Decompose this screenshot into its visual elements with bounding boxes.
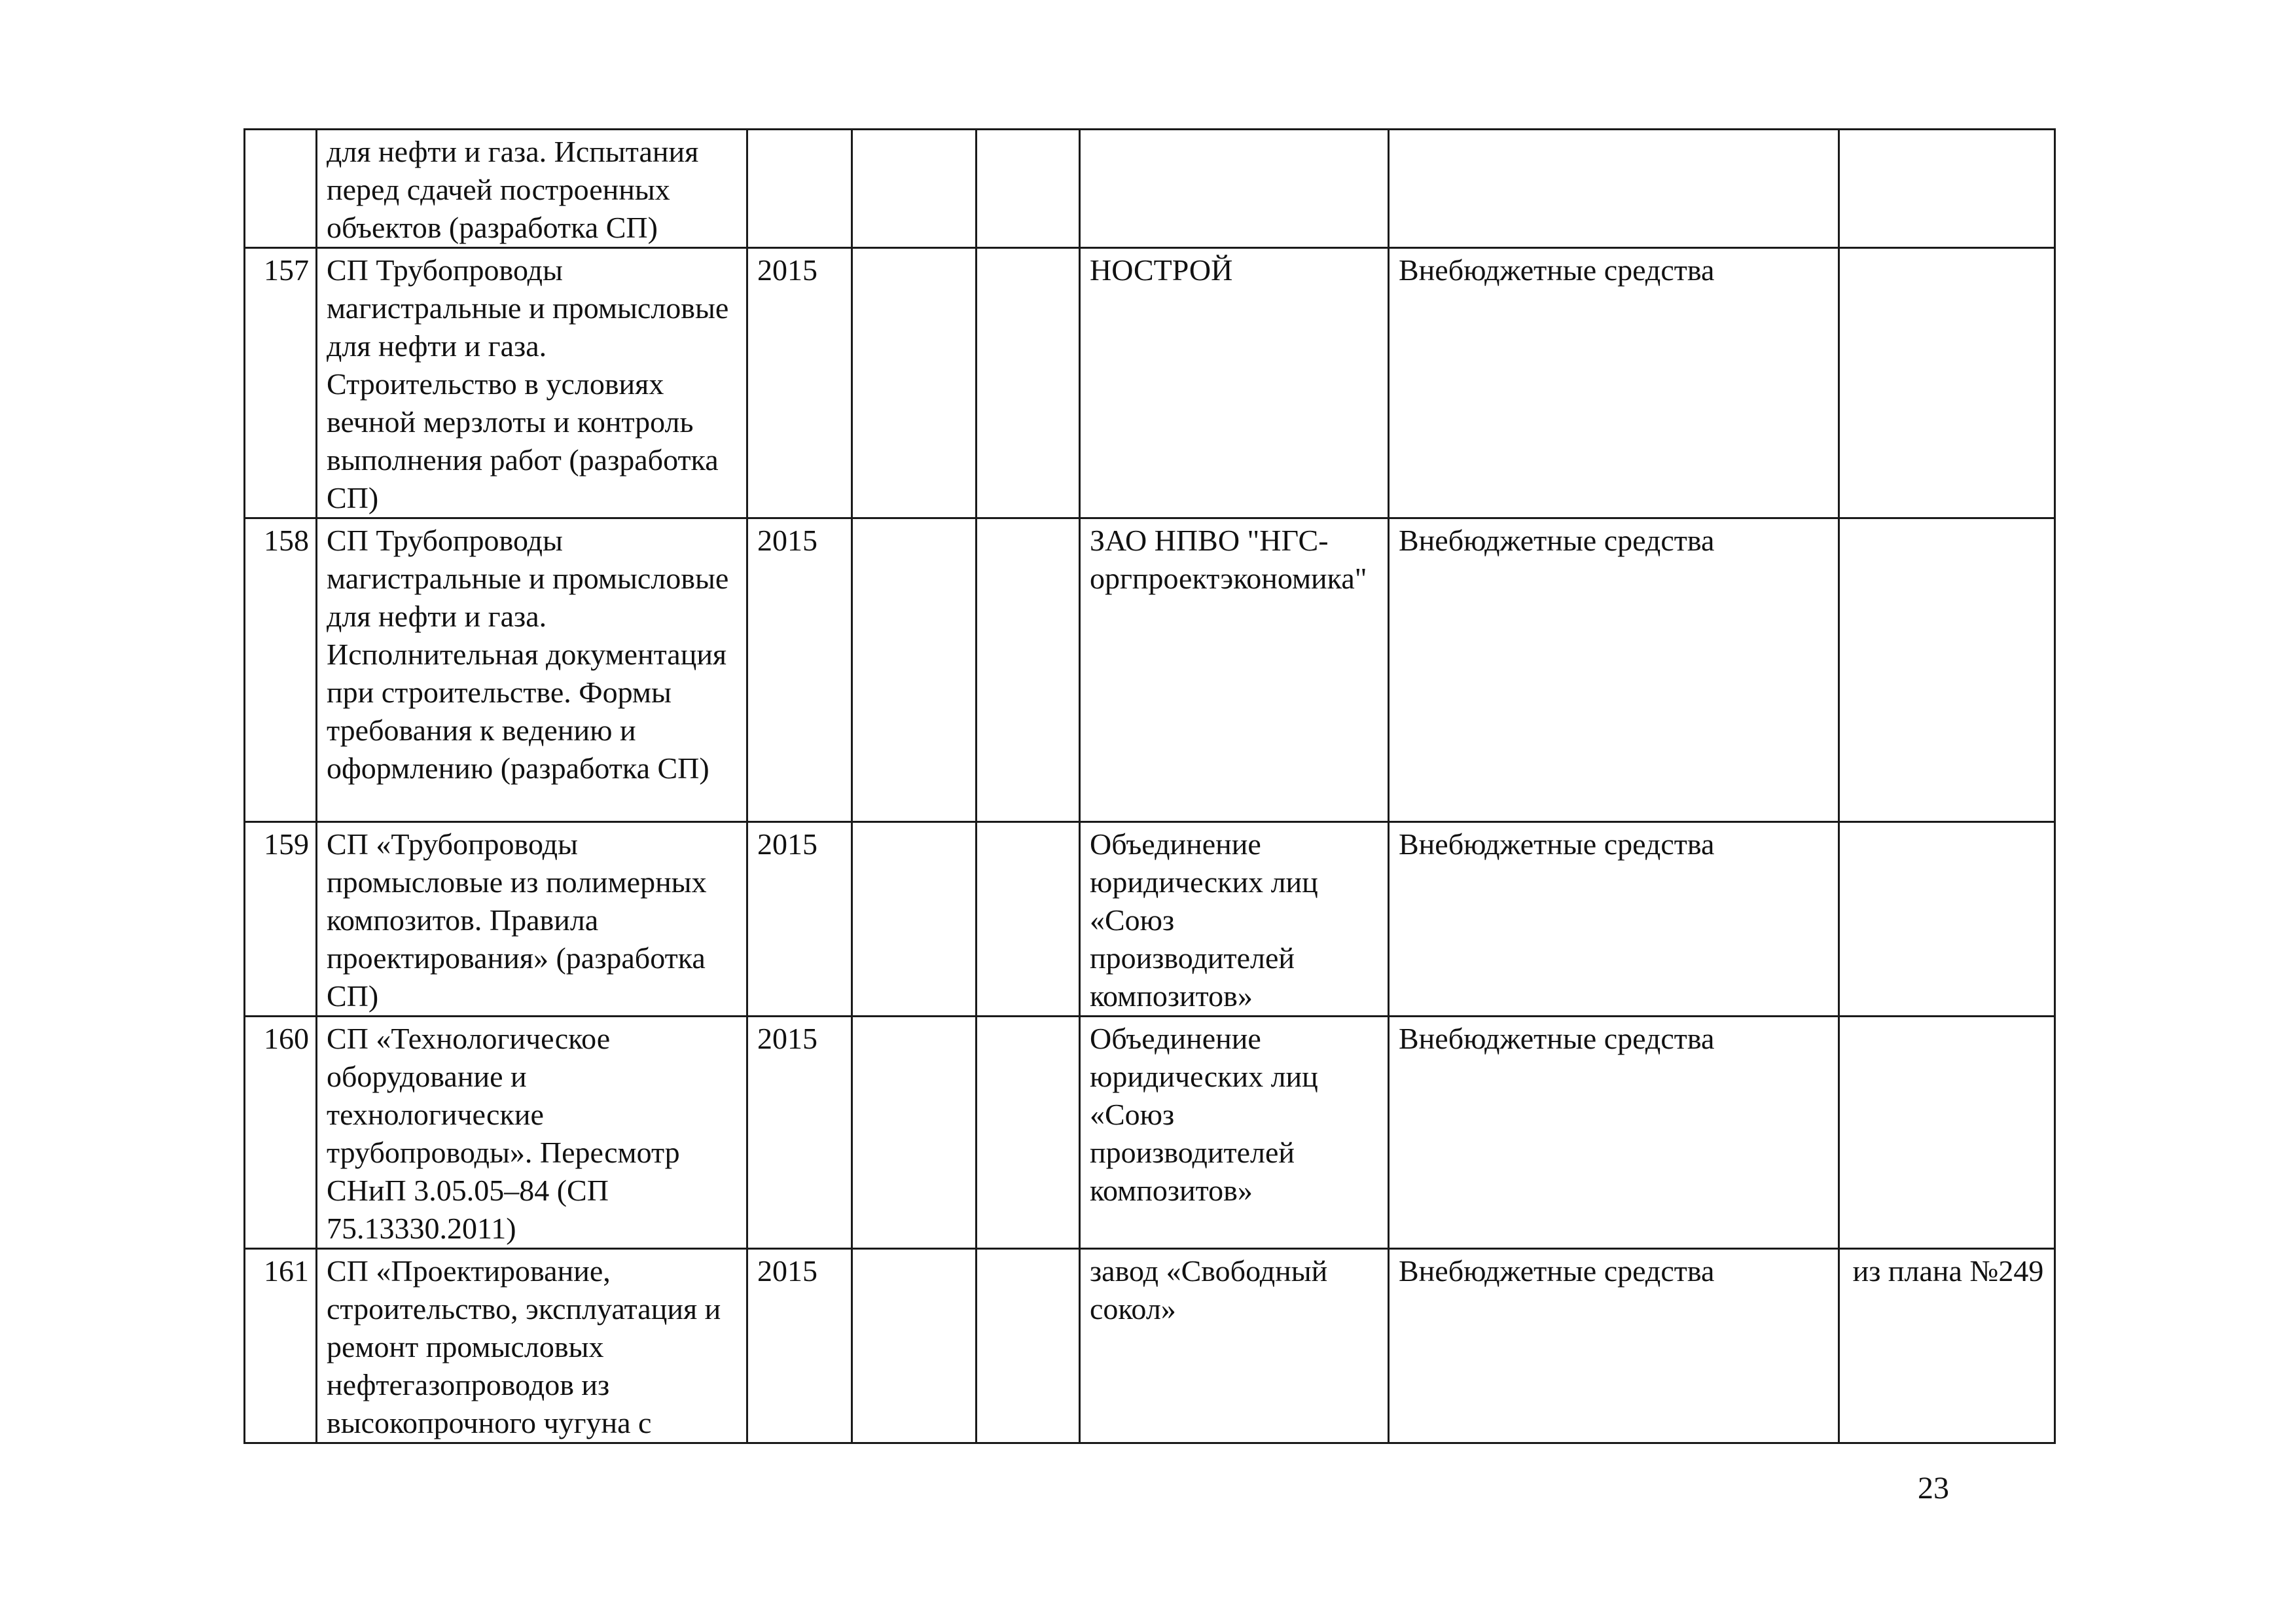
- row-number: 160: [245, 1017, 317, 1249]
- empty-cell: [852, 1249, 977, 1443]
- note-cell: [1839, 518, 2055, 822]
- note-cell: [1839, 130, 2055, 248]
- note-cell: [1839, 1017, 2055, 1249]
- developer-org: ЗАО НПВО "НГС-оргпроектэкономика": [1080, 518, 1389, 822]
- row-number: 158: [245, 518, 317, 822]
- funding-source: Внебюджетные средства: [1389, 248, 1839, 518]
- row-number: 159: [245, 822, 317, 1017]
- developer-org: Объединение юридических лиц «Союз производителей композитов»: [1080, 822, 1389, 1017]
- funding-source: Внебюджетные средства: [1389, 1017, 1839, 1249]
- document-title: для нефти и газа. Испытания перед сдачей построенных объектов (разработка СП): [317, 130, 747, 248]
- developer-org: [1080, 130, 1389, 248]
- empty-cell: [852, 518, 977, 822]
- document-title: СП «Проектирование, строительство, эксплуатация и ремонт промысловых нефтегазопроводов из высокопрочного чугуна с: [317, 1249, 747, 1443]
- year-cell: 2015: [747, 822, 852, 1017]
- table-row: [245, 1017, 2055, 1249]
- table-row: [245, 1249, 2055, 1443]
- funding-source: Внебюджетные средства: [1389, 1249, 1839, 1443]
- year-cell: [747, 130, 852, 248]
- table-row: [245, 130, 2055, 248]
- note-cell: [1839, 822, 2055, 1017]
- empty-cell: [977, 130, 1080, 248]
- empty-cell: [977, 1017, 1080, 1249]
- empty-cell: [852, 130, 977, 248]
- row-number: 161: [245, 1249, 317, 1443]
- empty-cell: [852, 248, 977, 518]
- developer-org: НОСТРОЙ: [1080, 248, 1389, 518]
- empty-cell: [852, 1017, 977, 1249]
- page-number: 23: [1918, 1471, 1949, 1506]
- table-row: [245, 822, 2055, 1017]
- document-title: СП Трубопроводы магистральные и промысловые для нефти и газа. Строительство в условиях вечной мерзлоты и контроль выполнения работ (разработка СП): [317, 248, 747, 518]
- document-title: СП «Трубопроводы промысловые из полимерных композитов. Правила проектирования» (разработка СП): [317, 822, 747, 1017]
- table-row: [245, 248, 2055, 518]
- row-number: 157: [245, 248, 317, 518]
- funding-source: Внебюджетные средства: [1389, 822, 1839, 1017]
- developer-org: Объединение юридических лиц «Союз производителей композитов»: [1080, 1017, 1389, 1249]
- year-cell: 2015: [747, 518, 852, 822]
- empty-cell: [977, 1249, 1080, 1443]
- funding-source: Внебюджетные средства: [1389, 518, 1839, 822]
- row-number: [245, 130, 317, 248]
- note-cell: из плана №249: [1839, 1249, 2055, 1443]
- standards-plan-table: [243, 128, 2056, 1444]
- empty-cell: [977, 822, 1080, 1017]
- document-title: СП Трубопроводы магистральные и промысловые для нефти и газа. Исполнительная документация при строительстве. Формы требования к ведению и оформлению (разработка СП): [317, 518, 747, 822]
- table-row: [245, 518, 2055, 822]
- document-title: СП «Технологическое оборудование и технологические трубопроводы». Пересмотр СНиП 3.05.05–84 (СП 75.13330.2011): [317, 1017, 747, 1249]
- note-cell: [1839, 248, 2055, 518]
- empty-cell: [977, 248, 1080, 518]
- year-cell: 2015: [747, 248, 852, 518]
- empty-cell: [852, 822, 977, 1017]
- year-cell: 2015: [747, 1017, 852, 1249]
- empty-cell: [977, 518, 1080, 822]
- developer-org: завод «Свободный сокол»: [1080, 1249, 1389, 1443]
- year-cell: 2015: [747, 1249, 852, 1443]
- funding-source: [1389, 130, 1839, 248]
